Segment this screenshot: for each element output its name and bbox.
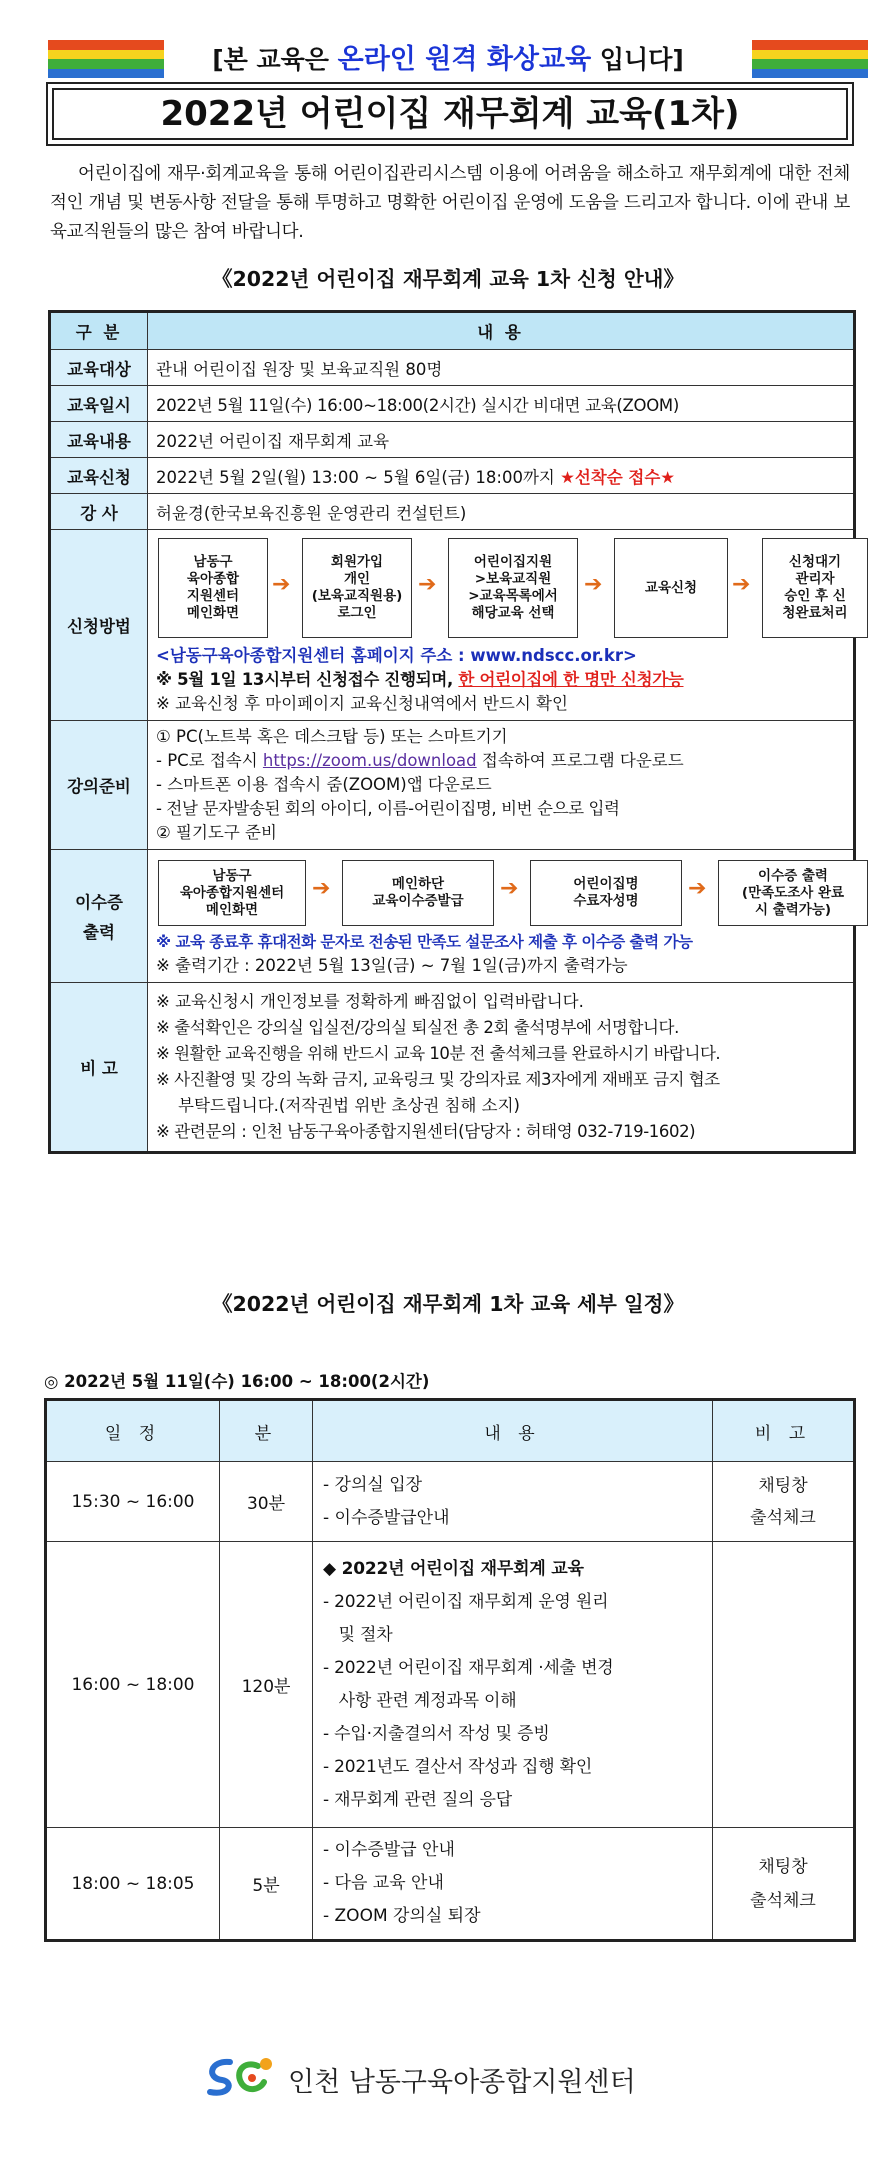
sched-header-minutes: 분 [220,1400,313,1462]
label-target: 교육대상 [50,350,148,386]
tagline: [본 교육은 온라인 원격 화상교육 입니다] [212,44,684,75]
prep-line-4: - 전날 문자발송된 회의 아이디, 이름-어린이집명, 비번 순으로 입력 [156,799,620,818]
method-step-4: 교육신청 [614,538,728,638]
title-frame [46,82,854,146]
method-step-3: 어린이집지원 >보육교직원 >교육목록에서 해당교육 선택 [448,538,578,638]
arrow-icon: ➔ [272,572,291,597]
method-note-1: ※ 5월 1일 13시부터 신청접수 진행되며, 한 어린이집에 한 명만 신청가능 [156,670,684,689]
remark-4b: 부탁드립니다.(저작권법 위반 초상권 침해 소지) [178,1096,520,1115]
first-come-badge: ★선착순 접수★ [560,467,676,487]
application-table [48,310,856,1154]
sched-minutes: 120분 [220,1542,313,1828]
sched-header-note: 비 고 [713,1400,855,1462]
value-date: 2022년 5월 11일(수) 16:00~18:00(2시간) 실시간 비대면 교육(ZOOM) [148,386,855,422]
header-stripe-left [48,40,164,78]
remark-4: ※ 사진촬영 및 강의 녹화 금지, 교육링크 및 강의자료 제3자에게 재배포 금지 협조 [156,1070,720,1089]
arrow-icon: ➔ [418,572,437,597]
label-date: 교육일시 [50,386,148,422]
prep-line-5: ② 필기도구 준비 [156,823,277,842]
org-name: 인천 남동구육아종합지원센터 [288,2067,636,2098]
sched-content: - 강의실 입장 - 이수증발급안내 [313,1462,713,1542]
label-content: 교육내용 [50,422,148,458]
zoom-download-link[interactable]: https://zoom.us/download [262,751,477,770]
arrow-icon: ➔ [584,572,603,597]
schedule-table [44,1398,856,1942]
sched-time: 15:30 ~ 16:00 [46,1462,220,1542]
sched-minutes: 5분 [220,1828,313,1941]
center-logo-icon [200,2052,280,2102]
label-remarks: 비 고 [50,983,148,1153]
method-step-2: 회원가입 개인 (보육교직원용) 로그인 [302,538,412,638]
method-step-1: 남동구 육아종합 지원센터 메인화면 [158,538,268,638]
value-target: 관내 어린이집 원장 및 보육교직원 80명 [148,350,855,386]
method-flow [156,534,848,644]
cert-step-3: 어린이집명 수료자성명 [530,860,682,926]
certificate-flow [156,854,845,930]
remark-1: ※ 교육신청시 개인정보를 정확하게 빠짐없이 입력바랍니다. [156,992,584,1011]
arrow-icon: ➔ [732,572,751,597]
sched-note: 채팅창 출석체크 [713,1828,855,1941]
sched-note: 채팅창 출석체크 [713,1462,855,1542]
remark-5: ※ 관련문의 : 인천 남동구육아종합지원센터(담당자 : 허태영 032-719-1602) [156,1122,696,1141]
sched-minutes: 30분 [220,1462,313,1542]
schedule-heading: 《2022년 어린이집 재무회계 1차 교육 세부 일정》 [212,1292,684,1316]
remarks-cell [148,983,855,1153]
cert-step-2: 메인하단 교육이수증발급 [342,860,494,926]
value-lecturer: 허윤경(한국보육진흥원 운영관리 컨설턴트) [148,494,855,530]
homepage-address: <남동구육아종합지원센터 홈페이지 주소 : www.ndscc.or.kr> [156,646,637,665]
schedule-date-line: ◎ 2022년 5월 11일(수) 16:00 ~ 18:00(2시간) [44,1372,430,1391]
sched-note [713,1542,855,1828]
page-title: 2022년 어린이집 재무회계 교육(1차) [52,88,848,140]
sched-content: - 이수증발급 안내 - 다음 교육 안내 - ZOOM 강의실 퇴장 [313,1828,713,1941]
cert-step-4: 이수증 출력 (만족도조사 완료 시 출력가능) [718,860,868,926]
intro-paragraph: 어린이집에 재무·회계교육을 통해 어린이집관리시스템 이용에 어려움을 해소하고 재무회계에 대한 전체적인 개념 및 변동사항 전달을 통해 투명하고 명확한 어린이집 운영에 도움을 드리고자 합니다. 이에 관내 보육교직원들의 많은 참여 바랍니다. [50,164,850,242]
col-header-content: 내 용 [148,312,855,350]
header-stripe-right [752,40,868,78]
prep-line-1: ① PC(노트북 혹은 데스크탑 등) 또는 스마트기기 [156,727,508,746]
label-certificate: 이수증 출력 [50,850,148,983]
value-content: 2022년 어린이집 재무회계 교육 [148,422,855,458]
arrow-icon: ➔ [688,876,707,901]
label-apply: 교육신청 [50,458,148,494]
arrow-icon: ➔ [500,876,519,901]
label-prep: 강의준비 [50,721,148,850]
certificate-cell [148,850,855,983]
sched-time: 18:00 ~ 18:05 [46,1828,220,1941]
sched-time: 16:00 ~ 18:00 [46,1542,220,1828]
col-header-category: 구 분 [50,312,148,350]
method-step-5: 신청대기 관리자 승인 후 신 청완료처리 [762,538,868,638]
label-lecturer: 강 사 [50,494,148,530]
apply-heading: 《2022년 어린이집 재무회계 교육 1차 신청 안내》 [212,267,684,291]
sched-header-content: 내 용 [313,1400,713,1462]
remark-2: ※ 출석확인은 강의실 입실전/강의실 퇴실전 총 2회 출석명부에 서명합니다. [156,1018,679,1037]
sched-content: ◆ 2022년 어린이집 재무회계 교육 - 2022년 어린이집 재무회계 운영 원리 및 절차 - 2022년 어린이집 재무회계 ·세출 변경 사항 관련 계정과목 이해 - 수입·지출결의서 작성 및 증빙 - 2021년도 결산서 작성과 집행 확인 - 재무회계 관련 질의 응답 [313,1542,713,1828]
cert-note-2: ※ 출력기간 : 2022년 5월 13일(금) ~ 7월 1일(금)까지 출력가능 [156,956,628,975]
prep-cell [148,721,855,850]
prep-line-2: - PC로 접속시 https://zoom.us/download 접속하여 프로그램 다운로드 [156,751,684,770]
method-note-2: ※ 교육신청 후 마이페이지 교육신청내역에서 반드시 확인 [156,694,568,713]
arrow-icon: ➔ [312,876,331,901]
method-cell [148,530,855,721]
value-apply: 2022년 5월 2일(월) 13:00 ~ 5월 6일(금) 18:00까지 ★선착순 접수★ [148,458,855,494]
prep-line-3: - 스마트폰 이용 접속시 줌(ZOOM)앱 다운로드 [156,775,492,794]
footer-logo [200,2052,700,2102]
remark-3: ※ 원활한 교육진행을 위해 반드시 교육 10분 전 출석체크를 완료하시기 바랍니다. [156,1044,721,1063]
cert-note-1: ※ 교육 종료후 휴대전화 문자로 전송된 만족도 설문조사 제출 후 이수증 출력 가능 [156,933,693,951]
sched-header-time: 일 정 [46,1400,220,1462]
label-method: 신청방법 [50,530,148,721]
cert-step-1: 남동구 육아종합지원센터 메인화면 [158,860,306,926]
